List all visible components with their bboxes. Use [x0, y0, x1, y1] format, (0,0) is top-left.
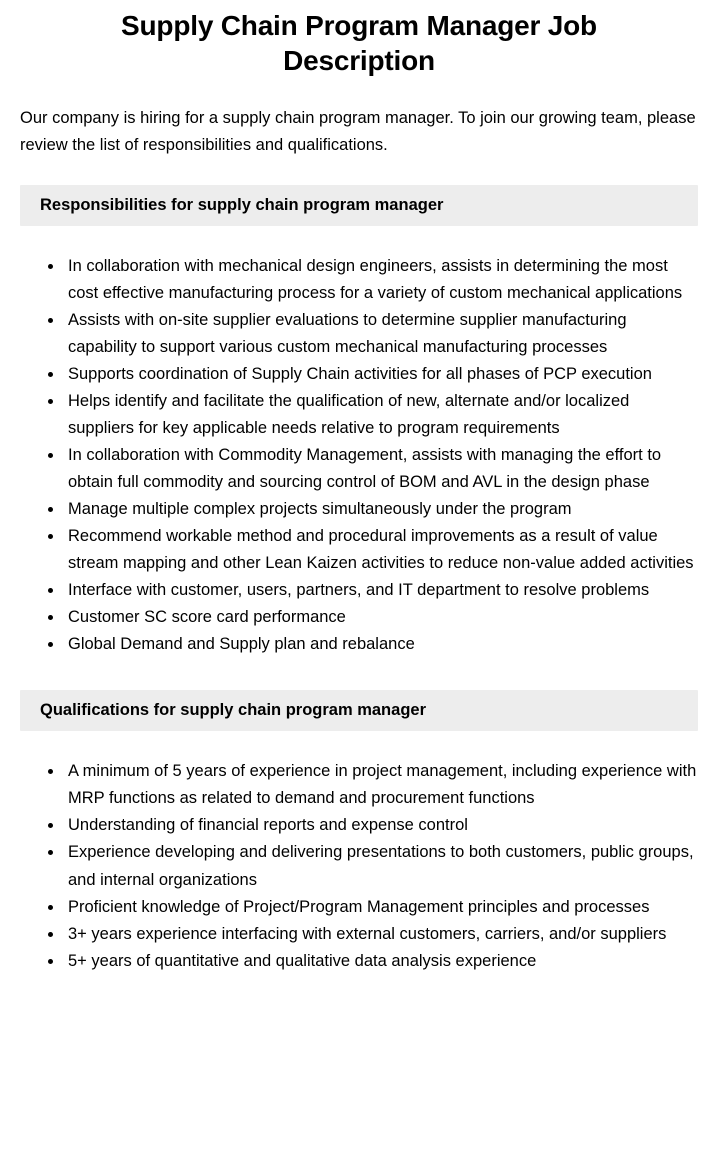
bullet-item: • In collaboration with Commodity Management, assists with managing the effort to obtain full commodity and sourcing control of BOM and AVL in the design phase [64, 442, 698, 496]
responsibilities-section [20, 185, 698, 659]
page-title: Supply Chain Program Manager Job Description [121, 10, 597, 77]
intro-paragraph: Our company is hiring for a supply chain program manager. To join our growing team, please review the list of responsibilities and qualifications. [20, 108, 696, 154]
qualifications-list [20, 758, 698, 974]
bullet-item: • Assists with on-site supplier evaluations to determine supplier manufacturing capability to support various custom mechanical manufacturing processes [64, 307, 698, 361]
bullet-item: • Manage multiple complex projects simultaneously under the program [64, 496, 698, 523]
qualifications-section [20, 690, 698, 974]
responsibilities-heading: Responsibilities for supply chain program manager [20, 185, 698, 226]
bullet-item: • A minimum of 5 years of experience in project management, including experience with MRP functions as related to demand and procurement functions [64, 758, 698, 812]
bullet-item: • 5+ years of quantitative and qualitative data analysis experience [64, 948, 698, 975]
bullet-item: • Interface with customer, users, partners, and IT department to resolve problems [64, 577, 698, 604]
bullet-item: • 3+ years experience interfacing with external customers, carriers, and/or suppliers [64, 921, 698, 948]
responsibilities-list [20, 253, 698, 659]
bullet-item: • Helps identify and facilitate the qualification of new, alternate and/or localized suppliers for key applicable needs relative to program requirements [64, 388, 698, 442]
bullet-item: • Supports coordination of Supply Chain activities for all phases of PCP execution [64, 361, 698, 388]
bullet-item: • Experience developing and delivering presentations to both customers, public groups, and internal organizations [64, 839, 698, 893]
bullet-item: • Global Demand and Supply plan and rebalance [64, 631, 698, 658]
bullet-item: • Recommend workable method and procedural improvements as a result of value stream mapping and other Lean Kaizen activities to reduce non-value added activities [64, 523, 698, 577]
qualifications-heading: Qualifications for supply chain program manager [20, 690, 698, 731]
bullet-item: • Understanding of financial reports and expense control [64, 812, 698, 839]
bullet-item: • In collaboration with mechanical design engineers, assists in determining the most cost effective manufacturing process for a variety of custom mechanical applications [64, 253, 698, 307]
bullet-item: • Proficient knowledge of Project/Program Management principles and processes [64, 894, 698, 921]
bullet-item: • Customer SC score card performance [64, 604, 698, 631]
